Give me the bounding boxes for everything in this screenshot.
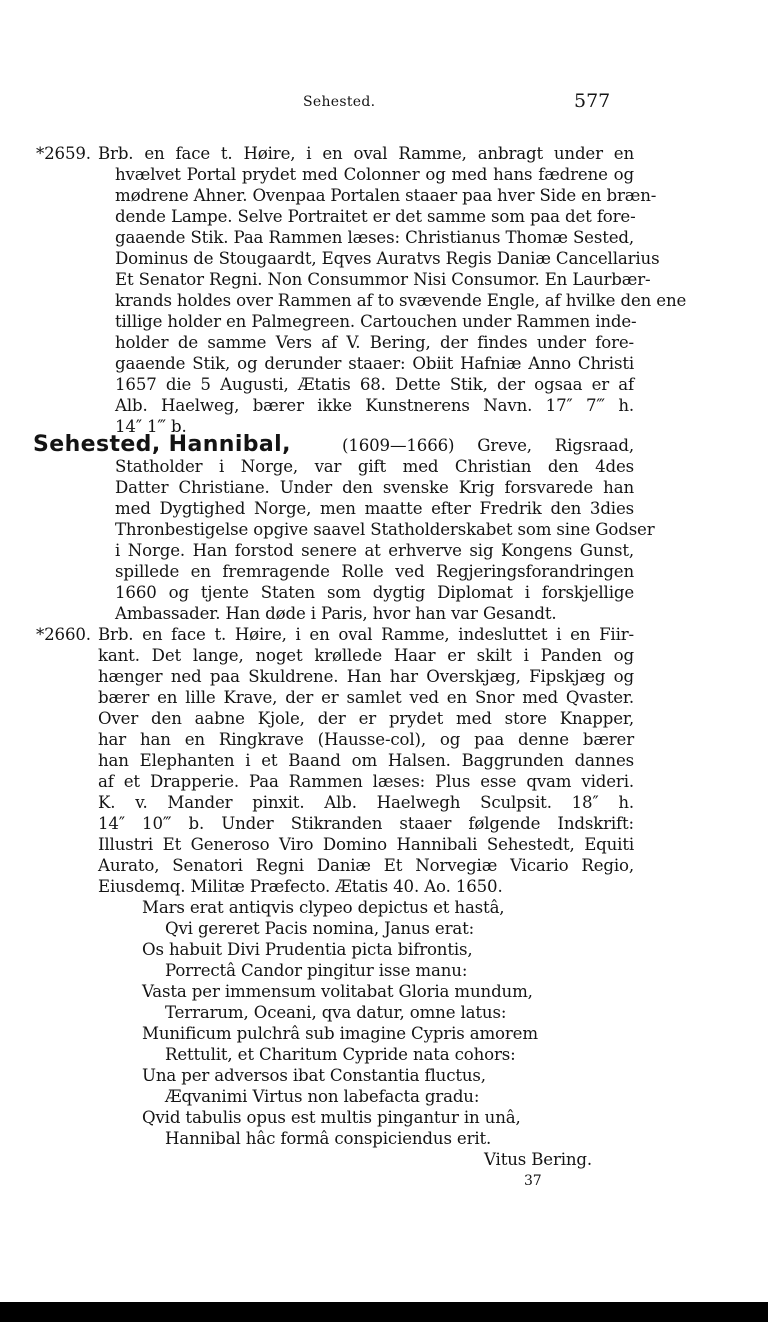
page-number: 577 (574, 90, 611, 112)
entry-line: Et Senator Regni. Non Consummor Nisi Consumor. En Laurbær- (115, 270, 651, 289)
running-head: Sehested. (303, 94, 376, 110)
poem-line: Munificum pulchrâ sub imagine Cypris amorem (142, 1024, 538, 1043)
entry-line: Dominus de Stougaardt, Eqves Auratvs Regis Daniæ Cancellarius (115, 249, 660, 268)
entry-line: Eiusdemq. Militæ Præfecto. Ætatis 40. Ao. 1650. (98, 877, 503, 896)
entry-line: krands holdes over Rammen af to svævende Engle, af hvilke den ene (115, 291, 687, 310)
person-name-heading: Sehested, Hannibal, (33, 432, 291, 457)
poem-line: Æqvanimi Virtus non labefacta gradu: (165, 1087, 480, 1106)
biography-line: Statholder i Norge, var gift med Christian den 4des (115, 457, 634, 476)
entry-line: gaaende Stik, og derunder staaer: Obiit Hafniæ Anno Christi (115, 354, 634, 373)
poem-line: Qvid tabulis opus est multis pingantur in unâ, (142, 1108, 521, 1127)
biography-line: Thronbestigelse opgive saavel Statholderskabet som sine Godser (115, 520, 655, 539)
poem-line: Vasta per immensum volitabat Gloria mundum, (142, 982, 533, 1001)
biography-line: i Norge. Han forstod senere at erhverve sig Kongens Gunst, (115, 541, 634, 560)
entry-line: hvælvet Portal prydet med Colonner og med hans fædrene og (115, 165, 634, 184)
biography-line: (1609—1666) Greve, Rigsraad, (342, 436, 634, 455)
entry-line: holder de samme Vers af V. Bering, der findes under fore- (115, 333, 634, 352)
poem-line: Una per adversos ibat Constantia fluctus, (142, 1066, 486, 1085)
entry-line: Brb. en face t. Høire, i en oval Ramme, anbragt under en (98, 144, 634, 163)
poem-line: Terrarum, Oceani, qva datur, omne latus: (165, 1003, 507, 1022)
entry-line: har han en Ringkrave (Hausse-col), og paa denne bærer (98, 730, 634, 749)
poem-author: Vitus Bering. (484, 1150, 593, 1169)
poem-line: Qvi gereret Pacis nomina, Janus erat: (165, 919, 475, 938)
poem-line: Rettulit, et Charitum Cypride nata cohors: (165, 1045, 516, 1064)
poem-line: Hannibal hâc formâ conspiciendus erit. (165, 1129, 492, 1148)
entry-line: tillige holder en Palmegreen. Cartouchen under Rammen inde- (115, 312, 637, 331)
signature-mark: 37 (524, 1173, 542, 1189)
entry-line: han Elephanten i et Baand om Halsen. Baggrunden dannes (98, 751, 634, 770)
poem-line: Porrectâ Candor pingitur isse manu: (165, 961, 468, 980)
entry-line: mødrene Ahner. Ovenpaa Portalen staaer paa hver Side en bræn- (115, 186, 657, 205)
entry-line: Alb. Haelweg, bærer ikke Kunstnerens Navn. 17″ 7‴ h. (115, 396, 634, 415)
entry-line: Illustri Et Generoso Viro Domino Hannibali Sehestedt, Equiti (98, 835, 634, 854)
poem-line: Mars erat antiqvis clypeo depictus et hastâ, (142, 898, 505, 917)
entry-line: af et Drapperie. Paa Rammen læses: Plus esse qvam videri. (98, 772, 634, 791)
biography-line: Datter Christiane. Under den svenske Krig forsvarede han (115, 478, 634, 497)
entry-line: 14″ 1‴ b. (115, 417, 187, 436)
entry-line: 1657 die 5 Augusti, Ætatis 68. Dette Stik, der ogsaa er af (115, 375, 634, 394)
entry-line: 14″ 10‴ b. Under Stikranden staaer følgende Indskrift: (98, 814, 634, 833)
entry-line: Aurato, Senatori Regni Daniæ Et Norvegiæ Vicario Regio, (98, 856, 634, 875)
entry-line: K. v. Mander pinxit. Alb. Haelwegh Sculpsit. 18″ h. (98, 793, 634, 812)
entry-line: dende Lampe. Selve Portraitet er det samme som paa det fore- (115, 207, 636, 226)
entry-number: *2659. (36, 144, 91, 163)
biography-line: med Dygtighed Norge, men maatte efter Fredrik den 3dies (115, 499, 634, 518)
entry-line: bærer en lille Krave, der er samlet ved en Snor med Qvaster. (98, 688, 634, 707)
entry-line: hænger ned paa Skuldrene. Han har Overskjæg, Fipskjæg og (98, 667, 634, 686)
entry-line: Over den aabne Kjole, der er prydet med store Knapper, (98, 709, 634, 728)
biography-line: 1660 og tjente Staten som dygtig Diplomat i forskjellige (115, 583, 634, 602)
entry-line: Brb. en face t. Høire, i en oval Ramme, indesluttet i en Fiir- (98, 625, 634, 644)
scan-edge-bar (0, 1302, 768, 1322)
page-header (0, 92, 768, 116)
poem-line: Os habuit Divi Prudentia picta bifrontis, (142, 940, 473, 959)
biography-line: Ambassader. Han døde i Paris, hvor han var Gesandt. (115, 604, 557, 623)
entry-line: gaaende Stik. Paa Rammen læses: Christianus Thomæ Sested, (115, 228, 634, 247)
entry-number: *2660. (36, 625, 91, 644)
biography-line: spillede en fremragende Rolle ved Regjeringsforandringen (115, 562, 634, 581)
entry-line: kant. Det lange, noget krøllede Haar er skilt i Panden og (98, 646, 634, 665)
